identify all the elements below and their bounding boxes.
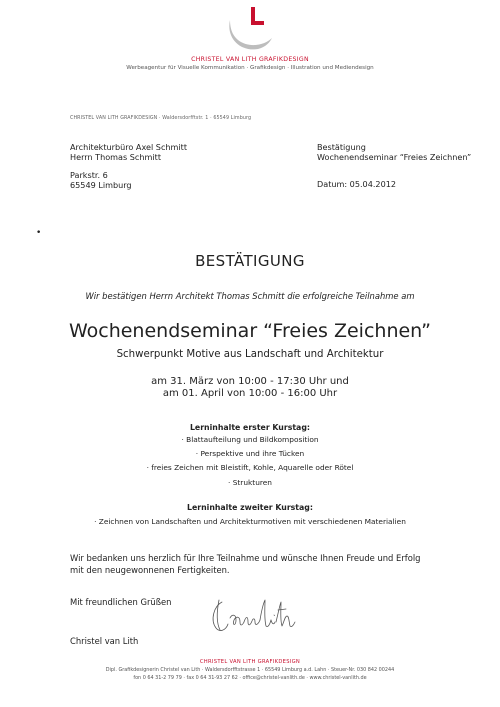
list-item: · freies Zeichen mit Bleistift, Kohle, Aquarelle oder Rötel — [146, 463, 354, 473]
course-day-2-title: Lerninhalte zweiter Kurstag: — [187, 503, 313, 512]
footer-company-name: CHRISTEL VAN LITH GRAFIKDESIGN — [199, 659, 301, 665]
list-item: · Strukturen — [228, 477, 272, 487]
subject-block — [317, 143, 471, 162]
intro-text: Wir bestätigen Herrn Architekt Thomas Schmitt die erfolgreiche Teilnahme am — [85, 291, 415, 301]
date-line-2: am 01. April von 10:00 - 16:00 Uhr — [162, 388, 338, 399]
recipient-street: Parkstr. 6 — [70, 170, 108, 180]
closing-line-1: Wir bedanken uns herzlich für Ihre Teilnahme und wünsche Ihnen Freude und Erfolg — [70, 553, 421, 563]
course-day-1-list — [0, 433, 500, 490]
margin-bullet: • — [36, 228, 42, 238]
seminar-title: Wochenendseminar “Freies Zeichnen” — [68, 320, 432, 342]
course-day-2-list — [0, 515, 500, 529]
subject-line-2: Wochenendseminar “Freies Zeichnen” — [317, 151, 472, 162]
recipient-address — [70, 171, 132, 190]
course-day-1-title: Lerninhalte erster Kurstag: — [189, 423, 311, 432]
seminar-dates — [0, 376, 500, 400]
company-logo-icon — [224, 4, 276, 54]
subject-line-1: Bestätigung — [317, 142, 366, 152]
footer-contact-line: fon 0 64 31-2 79 79 · fax 0 64 31-93 27 62 · office@christel-vanlith.de · www.christel-vanlith.de — [133, 675, 367, 681]
list-item: · Perspektive und ihre Tücken — [195, 449, 305, 459]
company-name: CHRISTEL VAN LITH GRAFIKDESIGN — [191, 56, 309, 63]
recipient-name: Herrn Thomas Schmitt — [70, 151, 161, 162]
signer-name: Christel van Lith — [70, 636, 139, 646]
closing-line-2: mit den neugewonnenen Fertigkeiten. — [70, 564, 230, 575]
footer-address-line: Dipl. Grafikdesignerin Christel van Lith · Waldersdorfftstrasse 1 · 65549 Limburg a.d. Lahn · Steuer-Nr. 030 842 00244 — [105, 667, 395, 673]
recipient-block — [70, 143, 187, 162]
list-item: · Blattaufteilung und Bildkomposition — [181, 435, 319, 444]
handwritten-signature — [208, 594, 298, 638]
recipient-city: 65549 Limburg — [70, 179, 132, 190]
seminar-subtitle: Schwerpunkt Motive aus Landschaft und Architektur — [116, 349, 384, 360]
page-heading: BESTÄTIGUNG — [195, 252, 305, 270]
recipient-company: Architekturbüro Axel Schmitt — [70, 142, 188, 152]
sender-address-line: CHRISTEL VAN LITH GRAFIKDESIGN · Waldersdorfftstr. 1 · 65549 Limburg — [70, 116, 252, 121]
company-tagline: Werbeagentur für Visuelle Kommunikation · Grafikdesign · Illustration und Mediendesign — [126, 65, 374, 71]
closing-paragraph — [70, 553, 450, 577]
date-line-1: am 31. März von 10:00 - 17:30 Uhr und — [151, 376, 349, 387]
regards-text: Mit freundlichen Grüßen — [70, 597, 172, 607]
letter-date: Datum: 05.04.2012 — [317, 179, 397, 189]
list-item: · Zeichnen von Landschaften und Architekturmotiven mit verschiedenen Materialien — [94, 517, 406, 526]
